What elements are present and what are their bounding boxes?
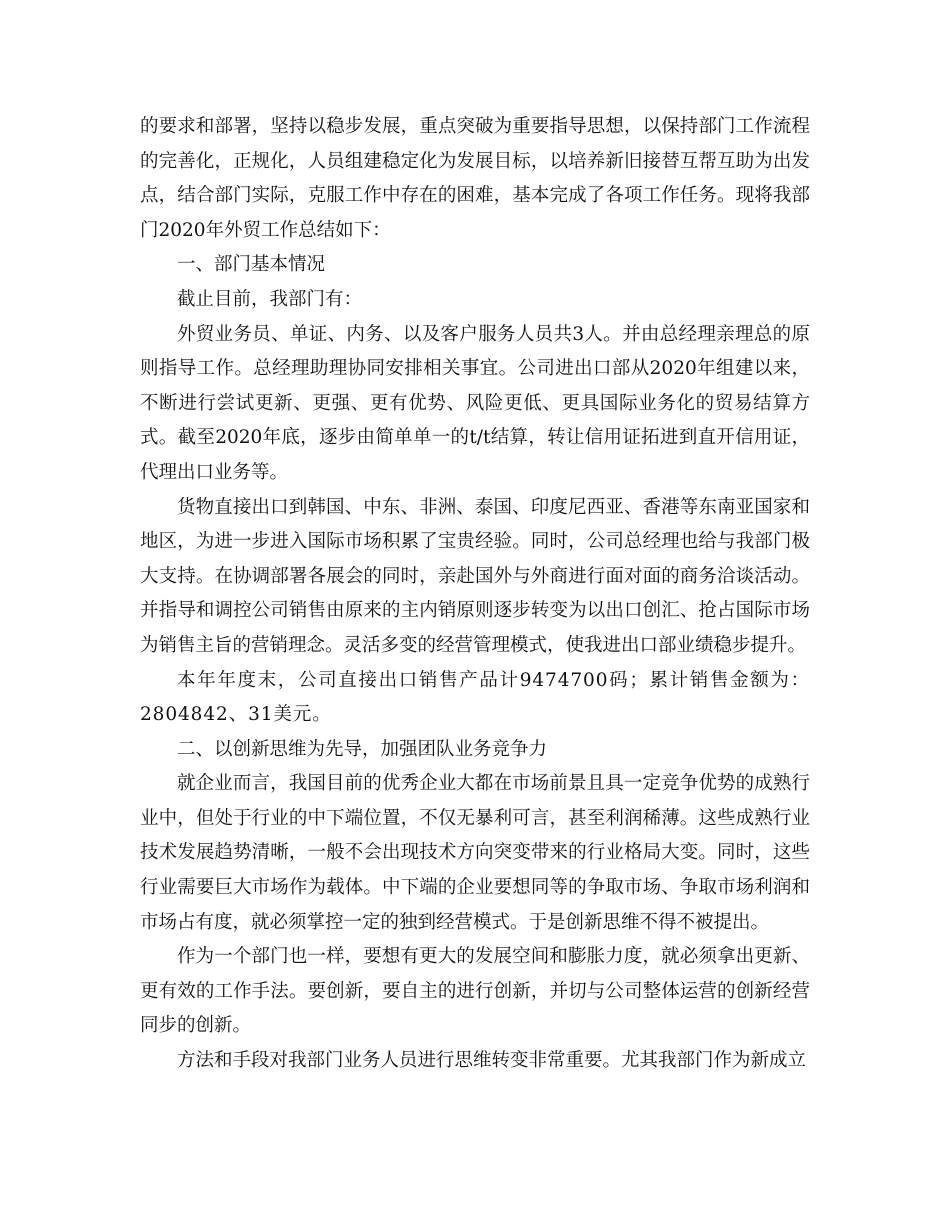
paragraph-annual-sales: 本年年度末，公司直接出口销售产品计9474700码；累计销售金额为：2804842、31美元。 [140, 669, 810, 726]
paragraph-staff: 外贸业务员、单证、内务、以及客户服务人员共3人。并由总经理亲理总的原则指导工作。总经理助理协同安排相关事宜。公司进出口部从2020年组建以来，不断进行尝试更新、更强、更有优势、风险更低、更具国际业务化的贸易结算方式。截至2020年底，逐步由简单单一的t/t结算，转让信用证拓进到直开信用证，代理出口业务等。 [140, 323, 810, 483]
paragraph-methods: 方法和手段对我部门业务人员进行思维转变非常重要。尤其我部门作为新成立 [177, 1050, 807, 1072]
paragraph-intro: 的要求和部署，坚持以稳步发展，重点突破为重要指导思想，以保持部门工作流程的完善化，正规化，人员组建稳定化为发展目标，以培养新旧接替互帮互助为出发点，结合部门实际，克服工作中存在的困难，基本完成了各项工作任务。现将我部门2020年外贸工作总结如下： [140, 116, 810, 241]
heading-department-overview: 一、部门基本情况 [177, 254, 326, 276]
paragraph-export-markets: 货物直接出口到韩国、中东、非洲、泰国、印度尼西亚、香港等东南亚国家和地区，为进一步进入国际市场积累了宝贵经验。同时，公司总经理也给与我部门极大支持。在协调部署各展会的同时，亲赴国外与外商进行面对面的商务洽谈活动。并指导和调控公司销售由原来的主内销原则逐步转变为以出口创汇、抢占国际市场为销售主旨的营销理念。灵活多变的经营管理模式，使我进出口部业绩稳步提升。 [140, 496, 810, 656]
document-page [140, 110, 810, 1079]
heading-innovation: 二、以创新思维为先导，加强团队业务竞争力 [177, 738, 548, 760]
paragraph-enterprise: 就企业而言，我国目前的优秀企业大都在市场前景且具一定竞争优势的成熟行业中，但处于行业的中下端位置，不仅无暴利可言，甚至利润稀薄。这些成熟行业技术发展趋势清晰，一般不会出现技术方向突变带来的行业格局大变。同时，这些行业需要巨大市场作为载体。中下端的企业要想同等的争取市场、争取市场利润和市场占有度，就必须掌控一定的独到经营模式。于是创新思维不得不被提出。 [140, 773, 810, 933]
paragraph-as-of-now: 截止目前，我部门有： [177, 288, 363, 310]
paragraph-department-innovation: 作为一个部门也一样，要想有更大的发展空间和膨胀力度，就必须拿出更新、更有效的工作手法。要创新，要自主的进行创新，并切与公司整体运营的创新经营同步的创新。 [140, 946, 810, 1037]
